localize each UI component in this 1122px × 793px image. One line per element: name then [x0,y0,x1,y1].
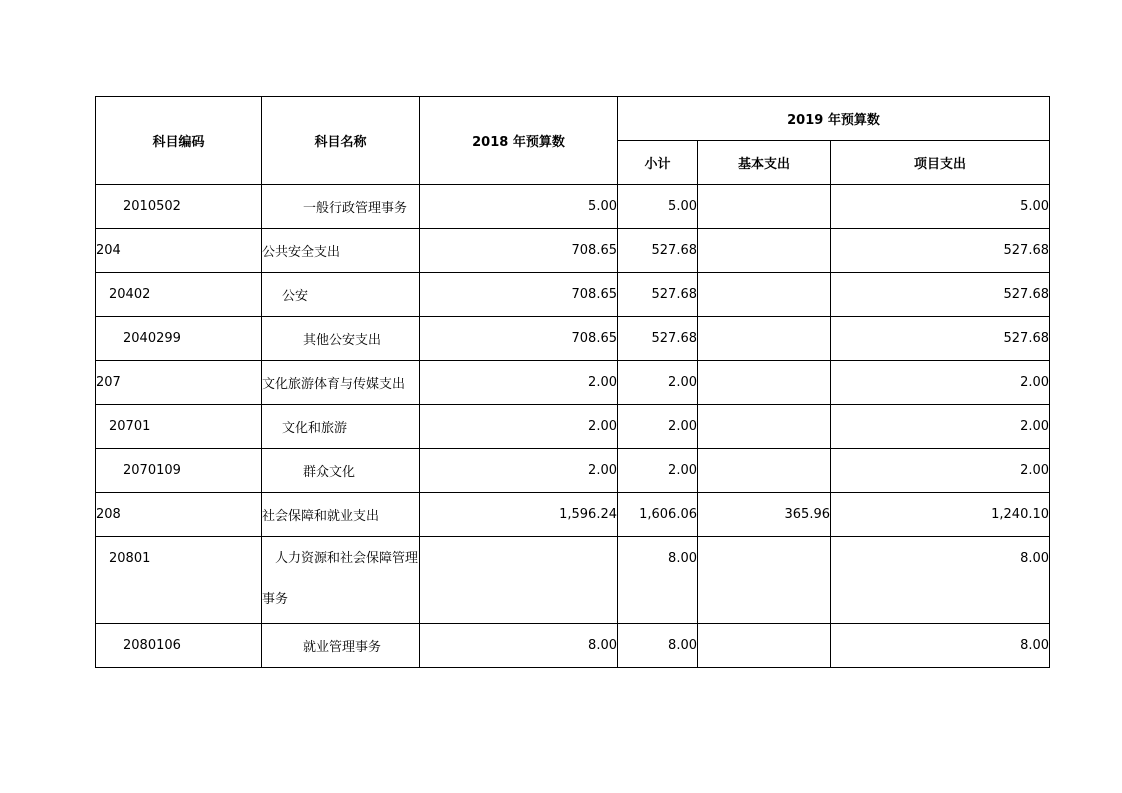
cell-subtotal: 2.00 [618,449,698,493]
cell-basic [698,317,831,361]
cell-prev: 708.65 [420,273,618,317]
cell-prev: 708.65 [420,317,618,361]
cell-subtotal: 527.68 [618,229,698,273]
cell-prev: 2.00 [420,405,618,449]
cell-code-text: 20801 [109,551,151,566]
header-project: 项目支出 [831,141,1050,185]
cell-name: 文化和旅游 [262,405,420,449]
cell-name: 群众文化 [262,449,420,493]
cell-subtotal: 2.00 [618,405,698,449]
cell-subtotal-text: 8.00 [668,551,697,566]
cell-project: 1,240.10 [831,493,1050,537]
cell-basic [698,537,831,624]
table-row [96,624,1050,668]
cell-project-text: 8.00 [1020,551,1050,566]
cell-subtotal [618,537,698,624]
table-row [96,405,1050,449]
cell-basic [698,185,831,229]
cell-prev: 8.00 [420,624,618,668]
cell-project: 2.00 [831,405,1050,449]
cell-project: 8.00 [831,624,1050,668]
header-row-1 [96,97,1050,141]
cell-code: 2080106 [96,624,262,668]
cell-project: 2.00 [831,361,1050,405]
cell-project [831,537,1050,624]
cell-subtotal: 2.00 [618,361,698,405]
table-row [96,229,1050,273]
cell-name [262,537,420,624]
budget-table [95,96,1050,668]
cell-code: 208 [96,493,262,537]
cell-code: 2070109 [96,449,262,493]
cell-basic [698,449,831,493]
cell-name: 一般行政管理事务 [262,185,420,229]
cell-prev: 2.00 [420,361,618,405]
cell-basic [698,361,831,405]
cell-name: 文化旅游体育与传媒支出 [262,361,420,405]
cell-name: 就业管理事务 [262,624,420,668]
cell-code: 20701 [96,405,262,449]
cell-name: 社会保障和就业支出 [262,493,420,537]
header-code: 科目编码 [96,97,262,185]
cell-project: 5.00 [831,185,1050,229]
cell-code: 204 [96,229,262,273]
cell-project: 527.68 [831,317,1050,361]
cell-prev: 5.00 [420,185,618,229]
cell-code: 2010502 [96,185,262,229]
cell-name: 其他公安支出 [262,317,420,361]
cell-name: 公安 [262,273,420,317]
table-row [96,317,1050,361]
cell-code [96,537,262,624]
cell-subtotal: 527.68 [618,273,698,317]
cell-basic [698,229,831,273]
header-prev-year: 2018 年预算数 [420,97,618,185]
cell-name-text: 人力资源和社会保障管理事务 [262,551,419,607]
cell-project: 527.68 [831,229,1050,273]
cell-code: 2040299 [96,317,262,361]
cell-basic [698,273,831,317]
cell-basic-text [698,537,830,551]
table-row [96,493,1050,537]
table-row [96,537,1050,624]
cell-name: 公共安全支出 [262,229,420,273]
cell-prev: 708.65 [420,229,618,273]
table-row [96,449,1050,493]
table-row [96,185,1050,229]
cell-code: 207 [96,361,262,405]
header-subtotal: 小计 [618,141,698,185]
cell-code: 20402 [96,273,262,317]
cell-prev: 2.00 [420,449,618,493]
cell-subtotal: 8.00 [618,624,698,668]
cell-subtotal: 1,606.06 [618,493,698,537]
cell-subtotal: 5.00 [618,185,698,229]
cell-basic [698,405,831,449]
table-row [96,361,1050,405]
header-basic: 基本支出 [698,141,831,185]
cell-basic: 365.96 [698,493,831,537]
cell-basic [698,624,831,668]
cell-prev-text [420,537,617,551]
cell-project: 527.68 [831,273,1050,317]
cell-subtotal: 527.68 [618,317,698,361]
header-name: 科目名称 [262,97,420,185]
cell-prev: 1,596.24 [420,493,618,537]
cell-prev [420,537,618,624]
cell-project: 2.00 [831,449,1050,493]
header-cur-year: 2019 年预算数 [618,97,1050,141]
table-row [96,273,1050,317]
